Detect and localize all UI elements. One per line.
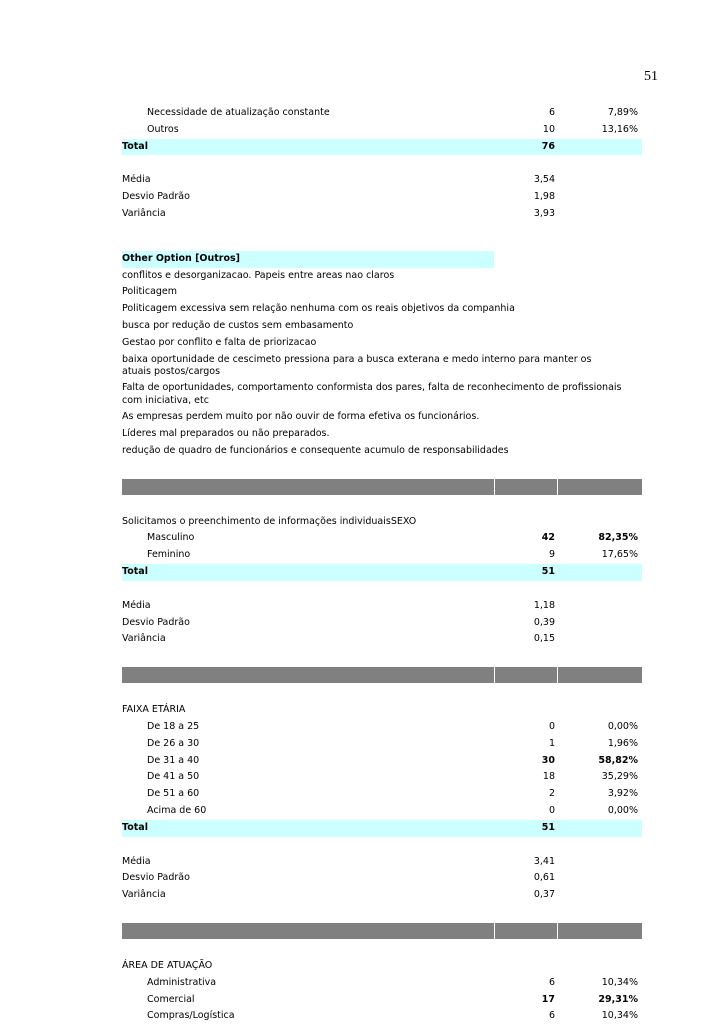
area-atuacao-table (122, 958, 642, 1025)
table-row (122, 105, 642, 122)
list-item (122, 335, 642, 352)
row-label: Feminino (147, 549, 191, 561)
stat-value: 1,98 (533, 191, 555, 203)
row-label: Administrativa (147, 976, 217, 988)
row-percent: 35,29% (601, 771, 638, 783)
stat-row (122, 631, 642, 648)
total-label: Total (122, 565, 148, 577)
total-count: 51 (541, 565, 555, 577)
row-percent: 3,92% (607, 788, 638, 800)
list-item-text: Politicagem excessiva sem relação nenhuma com os reais objetivos da companhia (122, 303, 515, 315)
row-label: Necessidade de atualização constante (147, 107, 330, 118)
section-divider (122, 667, 642, 683)
table-row (122, 1008, 642, 1025)
stat-value: 0,37 (533, 889, 555, 901)
stat-row (122, 615, 642, 632)
other-options-header-text: Other Option [Outros] (122, 252, 241, 264)
row-label: Outros (147, 123, 179, 135)
stat-row (122, 189, 642, 206)
row-label: De 51 a 60 (147, 788, 200, 800)
row-label: De 31 a 40 (147, 754, 200, 766)
total-count: 51 (541, 821, 555, 833)
list-item-text: busca por redução de custos sem embasamento (122, 319, 354, 331)
row-count: 6 (548, 107, 555, 118)
table-row (122, 803, 642, 820)
row-percent: 10,34% (601, 976, 638, 988)
list-item (122, 426, 642, 443)
list-item-text: Falta de oportunidades, comportamento conformista dos pares, falta de reconhecimento de profissionais com iniciativa, etc (122, 382, 622, 406)
row-percent: 0,00% (607, 804, 638, 816)
sexo-table (122, 514, 642, 649)
section-title-text: FAIXA ETÁRIA (122, 704, 186, 716)
total-row (122, 820, 642, 837)
row-count: 6 (548, 1010, 555, 1022)
table-row (122, 992, 642, 1009)
other-options (122, 251, 642, 460)
list-item-text: Líderes mal preparados ou não preparados. (122, 427, 330, 439)
table-row (122, 530, 642, 547)
section-title (122, 702, 642, 719)
table-row (122, 753, 642, 770)
stat-value: 3,54 (533, 174, 555, 186)
stat-label: Desvio Padrão (122, 616, 190, 628)
row-percent: 82,35% (598, 532, 638, 544)
row-count: 17 (541, 993, 555, 1005)
row-label: Comercial (147, 993, 195, 1005)
stat-row (122, 172, 642, 189)
page-number: 51 (644, 69, 658, 84)
total-row (122, 564, 642, 581)
table-row (122, 719, 642, 736)
section-title-text: Solicitamos o preenchimento de informações individuaisSEXO (122, 515, 417, 527)
total-label: Total (122, 821, 148, 833)
stat-label: Desvio Padrão (122, 872, 190, 884)
row-count: 1 (548, 737, 555, 749)
list-item (122, 352, 622, 381)
row-count: 0 (548, 804, 555, 816)
row-label: De 18 a 25 (147, 720, 200, 732)
total-label: Total (122, 140, 148, 152)
stat-label: Média (122, 174, 151, 186)
section-title-text: ÁREA DE ATUAÇÃO (122, 959, 213, 971)
row-count: 18 (542, 771, 555, 783)
stat-row (122, 598, 642, 615)
row-percent: 1,96% (607, 737, 638, 749)
stat-label: Desvio Padrão (122, 191, 190, 203)
list-item (122, 409, 642, 426)
stat-value: 0,39 (533, 616, 555, 628)
list-item-text: redução de quadro de funcionários e consequente acumulo de responsabilidades (122, 444, 509, 456)
list-item-text: Gestao por conflito e falta de priorizacao (122, 336, 317, 348)
row-percent: 17,65% (601, 549, 638, 561)
row-percent: 10,34% (601, 1010, 638, 1022)
list-item-text: As empresas perdem muito por não ouvir de forma efetiva os funcionários. (122, 411, 480, 423)
list-item-text: conflitos e desorganizacao. Papeis entre areas nao claros (122, 269, 395, 281)
table-row (122, 736, 642, 753)
stat-value: 3,93 (533, 207, 555, 219)
table-row (122, 769, 642, 786)
stat-label: Média (122, 599, 151, 611)
row-percent: 0,00% (607, 720, 638, 732)
row-label: Compras/Logística (147, 1010, 235, 1022)
stat-value: 0,61 (533, 872, 555, 884)
row-count: 10 (542, 123, 555, 135)
row-percent: 58,82% (598, 754, 638, 766)
list-item (122, 380, 622, 409)
table-row (122, 975, 642, 992)
table-row (122, 547, 642, 564)
list-item (122, 443, 642, 460)
row-percent: 29,31% (598, 993, 638, 1005)
list-item-text: Politicagem (122, 286, 178, 298)
total-count: 76 (541, 140, 555, 152)
stat-label: Média (122, 855, 151, 867)
document-body (122, 105, 642, 1025)
row-percent: 13,16% (601, 123, 638, 135)
stat-row (122, 870, 642, 887)
list-item (122, 301, 642, 318)
list-item (122, 268, 642, 285)
stat-value: 3,41 (533, 855, 555, 867)
block1-table (122, 105, 642, 223)
section-divider (122, 923, 642, 939)
row-count: 6 (548, 976, 555, 988)
stat-value: 1,18 (533, 599, 555, 611)
row-count: 2 (548, 788, 555, 800)
row-count: 9 (548, 549, 555, 561)
list-item (122, 318, 642, 335)
stat-row (122, 206, 642, 223)
total-row (122, 139, 642, 156)
row-percent: 7,89% (607, 107, 638, 118)
stat-label: Variância (122, 207, 166, 219)
table-row (122, 786, 642, 803)
row-label: Masculino (147, 532, 195, 544)
row-label: De 41 a 50 (147, 771, 200, 783)
table-row (122, 122, 642, 139)
stat-row (122, 887, 642, 904)
row-count: 42 (541, 532, 555, 544)
list-item-text: baixa oportunidade de cescimeto pressiona para a busca exterana e medo interno para manter os atuais postos/cargos (122, 353, 592, 377)
row-label: De 26 a 30 (147, 737, 200, 749)
stat-label: Variância (122, 633, 166, 645)
section-title (122, 958, 642, 975)
list-item (122, 284, 642, 301)
stat-label: Variância (122, 889, 166, 901)
section-title (122, 514, 642, 531)
row-count: 30 (541, 754, 555, 766)
faixa-etaria-table (122, 702, 642, 904)
other-options-header (122, 251, 494, 268)
stat-value: 0,15 (533, 633, 555, 645)
row-label: Acima de 60 (147, 804, 207, 816)
section-divider (122, 479, 642, 495)
row-count: 0 (548, 720, 555, 732)
stat-row (122, 854, 642, 871)
